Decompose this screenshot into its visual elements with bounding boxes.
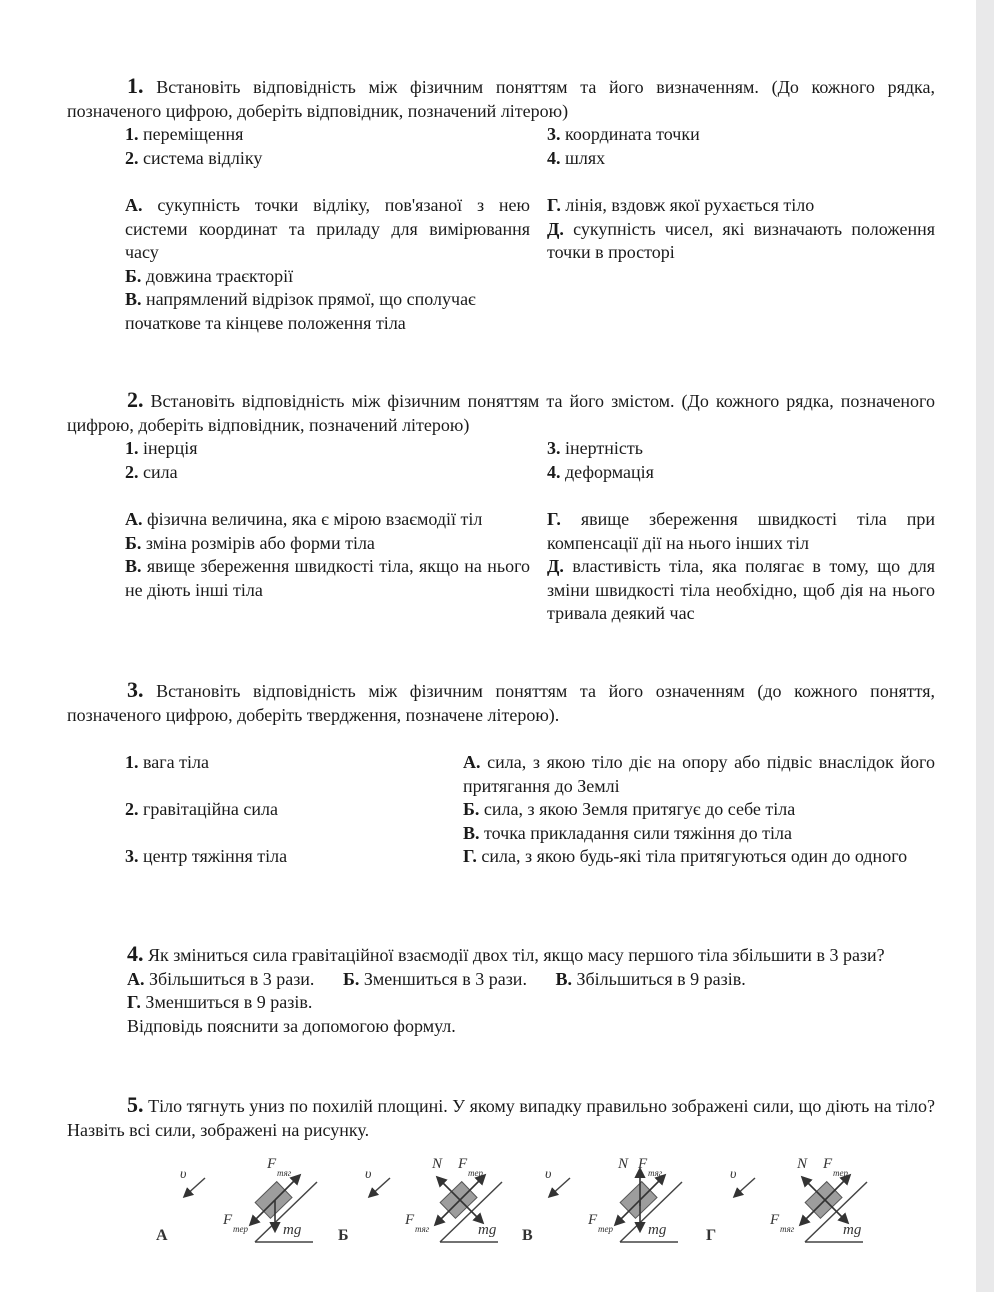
question-1 [67, 74, 935, 335]
force-up-label: F [267, 1156, 277, 1172]
velocity-arrow [370, 1178, 390, 1196]
item: 2. сила [125, 461, 178, 482]
option: А. Збільшиться в 3 рази. [127, 968, 315, 989]
question-number: 4. [127, 941, 144, 966]
force-up-subscript: тер [833, 1168, 848, 1178]
force-down-label: F [770, 1212, 780, 1228]
question-4 [67, 942, 935, 1038]
question-text: Тіло тягнуть униз по похилій площині. У якому випадку правильно зображені сили, що діють на тіло? Назвіть всі сили, зображені на рисунку. [67, 1096, 935, 1140]
answer: Г. сила, з якою будь-які тіла притягуються один до одного [463, 846, 908, 866]
velocity-arrow [550, 1178, 570, 1196]
item: 3. центр тяжіння тіла [125, 846, 288, 866]
question-2 [67, 388, 935, 626]
item: 2. система відліку [125, 147, 263, 168]
gravity-label: mg [478, 1222, 497, 1238]
figure-letter: Б [338, 1227, 349, 1244]
gravity-label: mg [843, 1222, 862, 1238]
answer: А. сукупність точки відліку, пов'язаної з нею системи координат та приладу для вимірювання часу [125, 195, 530, 262]
velocity-arrow [185, 1178, 205, 1196]
force-down-label: F [405, 1212, 415, 1228]
velocity-label: υ [365, 1167, 372, 1182]
velocity-label: υ [180, 1167, 187, 1182]
item: 4. шлях [547, 147, 606, 168]
force-up-subscript: тяг [277, 1168, 292, 1178]
answer: Д. сукупність чисел, які визначають положення точки в просторі [547, 218, 935, 262]
question-number: 5. [127, 1092, 144, 1117]
option: В. Збільшиться в 9 разів. [555, 968, 746, 989]
question-number: 1. [127, 73, 144, 98]
option: Г. Зменшиться в 9 разів. [127, 992, 313, 1012]
answer: Б. сила, з якою Земля притягує до себе тіла [463, 799, 796, 819]
force-up-subscript: тер [468, 1168, 483, 1178]
question-5 [67, 1093, 935, 1142]
option: Б. Зменшиться в 3 рази. [342, 968, 527, 989]
force-diagram-1 [175, 1148, 345, 1255]
answer: В. точка прикладання сили тяжіння до тіла [463, 822, 792, 843]
force-down-label: F [223, 1212, 233, 1228]
block [255, 1182, 292, 1219]
item: 1. інерція [125, 438, 198, 458]
item: 1. вага тіла [125, 752, 209, 772]
answer: В. явище збереження швидкості тіла, якщо на нього не діють інші тіла [125, 556, 530, 600]
question-number: 2. [127, 387, 144, 412]
force-down-subscript: тяг [415, 1224, 430, 1234]
force-diagram-4 [725, 1148, 895, 1255]
figure-letter: В [522, 1227, 533, 1244]
note: Відповідь пояснити за допомогою формул. [127, 1015, 456, 1036]
answer: Г. лінія, вздовж якої рухається тіло [547, 195, 815, 215]
item: 4. деформація [547, 461, 654, 482]
answer: А. фізична величина, яка є мірою взаємодії тіл [125, 509, 483, 529]
answer: Г. явище збереження швидкості тіла при компенсації дії на нього інших тіл [547, 509, 935, 553]
normal-label: N [432, 1156, 443, 1172]
velocity-label: υ [730, 1167, 737, 1182]
force-down-subscript: тер [598, 1224, 613, 1234]
question-3 [67, 678, 935, 869]
block [440, 1182, 477, 1219]
normal-label: N [797, 1156, 808, 1172]
force-up-subscript: тяг [648, 1168, 663, 1178]
figure-letter: А [156, 1227, 168, 1244]
answer: Б. довжина траєкторії [125, 265, 294, 286]
force-down-subscript: тер [233, 1224, 248, 1234]
question-number: 3. [127, 677, 144, 702]
force-up-label: F [638, 1156, 648, 1172]
question-text: Як зміниться сила гравітаційної взаємодії двох тіл, якщо масу першого тіла збільшити в 3 рази? [148, 945, 885, 965]
force-down-subscript: тяг [780, 1224, 795, 1234]
item: 3. координата точки [547, 124, 700, 144]
force-up-label: F [458, 1156, 468, 1172]
force-diagram-2 [360, 1148, 530, 1255]
page-edge [976, 0, 994, 1292]
question-text: Встановіть відповідність між фізичним поняттям та його визначенням. (До кожного рядка, позначеного цифрою, доберіть відповідник, позначений літерою) [67, 77, 936, 121]
answer: В. напрямлений відрізок прямої, що сполучає початкове та кінцеве положення тіла [125, 289, 476, 333]
item: 2. гравітаційна сила [125, 799, 278, 819]
question-text: Встановіть відповідність між фізичним поняттям та його означенням (до кожного поняття, позначеного цифрою, доберіть твердження, позначене літерою). [67, 681, 936, 725]
answer: Д. властивість тіла, яка полягає в тому, що для зміни швидкості тіла необхідно, щоб дія на нього тривала деякий час [547, 556, 935, 623]
item: 3. інертність [547, 438, 643, 458]
item: 1. переміщення [125, 124, 244, 144]
diagram-svg [540, 1148, 710, 1248]
force-diagram-3 [540, 1148, 710, 1255]
block [805, 1182, 842, 1219]
velocity-arrow [735, 1178, 755, 1196]
answer: А. сила, з якою тіло діє на опору або підвіс внаслідок його притягання до Землі [463, 752, 935, 796]
force-down-label: F [588, 1212, 598, 1228]
diagram-svg [175, 1148, 345, 1248]
gravity-label: mg [648, 1222, 667, 1238]
block [620, 1182, 657, 1219]
answer: Б. зміна розмірів або форми тіла [125, 532, 375, 553]
gravity-label: mg [283, 1222, 302, 1238]
diagram-svg [360, 1148, 530, 1248]
force-up-label: F [823, 1156, 833, 1172]
velocity-label: υ [545, 1167, 552, 1182]
figure-letter: Г [706, 1227, 717, 1244]
diagram-svg [725, 1148, 895, 1248]
normal-label: N [618, 1156, 629, 1172]
question-text: Встановіть відповідність між фізичним поняттям та його змістом. (До кожного рядка, позначеного цифрою, доберіть відповідник, позначений літерою) [67, 391, 935, 435]
